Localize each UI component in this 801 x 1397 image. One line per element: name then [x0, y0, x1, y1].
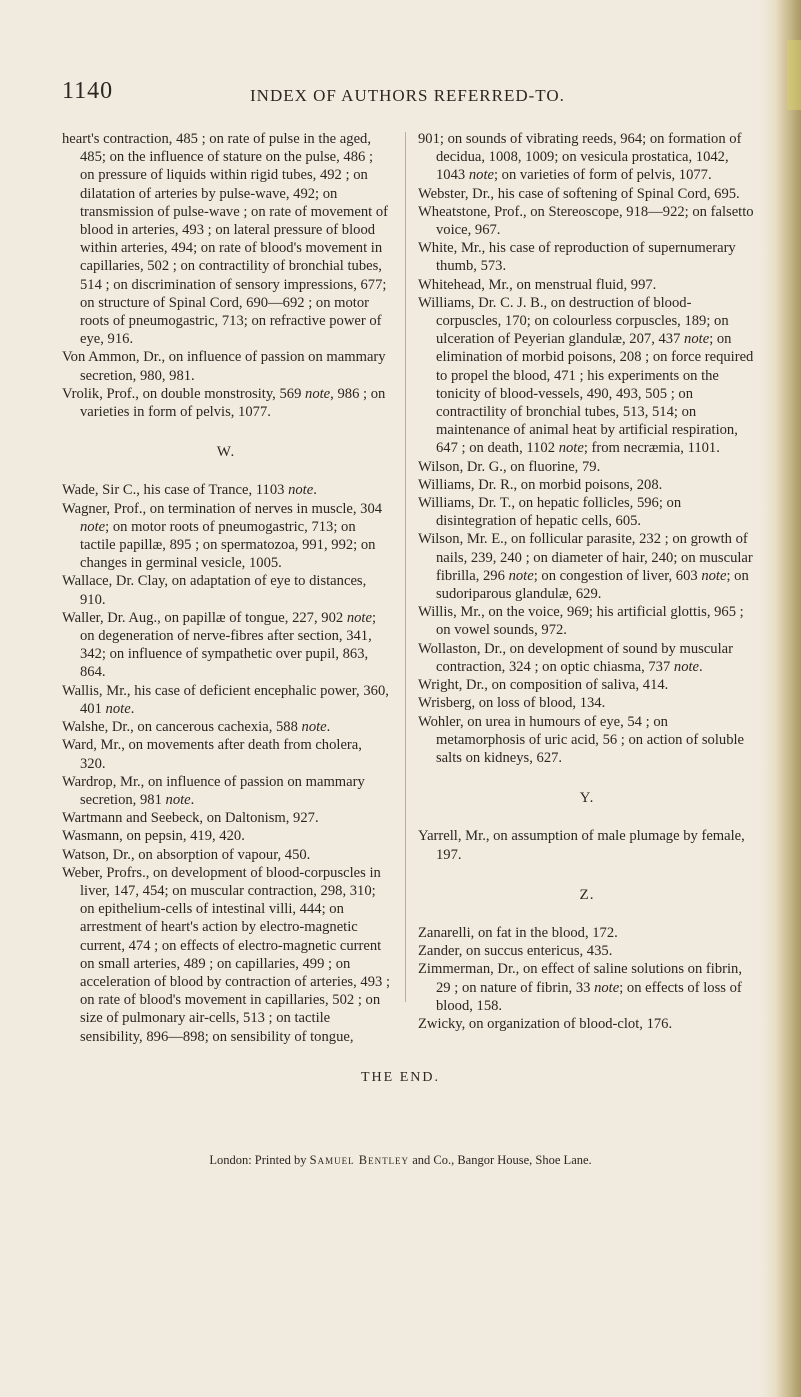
page-number: 1140	[62, 78, 114, 104]
index-entry: Vrolik, Prof., on double monstrosity, 569 note, 986 ; on varieties in form of pelvis, 1077.	[62, 385, 386, 421]
note-marker: note	[558, 440, 584, 457]
index-entry: Zwicky, on organization of blood-clot, 176.	[418, 1015, 673, 1032]
note-marker: note	[508, 567, 534, 584]
index-entry: Zimmerman, Dr., on effect of saline solutions on fibrin, 29 ; on nature of fibrin, 33 note; on effects of loss of blood, 158.	[418, 961, 742, 1014]
index-entry: Webster, Dr., his case of softening of Spinal Cord, 695.	[418, 185, 740, 202]
index-entry: heart's contraction, 485 ; on rate of pulse in the aged, 485; on the influence of stature on the pulse, 486 ; on pressure of liquids within rigid tubes, 492 ; on dilatation of arteries by pulse-wave, 492; on transmission of pulse-wave ; on rate of movement of blood in arteries, 493 ; on lateral pressure of blood within arteries, 494; on rate of blood's movement in capillaries, 502 ; on contractility of bronchial tubes, 514 ; on discrimination of sensory impressions, 677; on structure of Spinal Cord, 690—692 ; on motor roots of pneumogastric, 713; on refractive power of eye, 916.	[62, 131, 389, 348]
index-entry: Ward, Mr., on movements after death from cholera, 320.	[62, 737, 362, 772]
index-entry: Yarrell, Mr., on assumption of male plumage by female, 197.	[418, 828, 745, 863]
note-marker: note	[701, 567, 727, 584]
page-header	[62, 78, 762, 118]
page-edge	[761, 0, 801, 1397]
index-entry: Whitehead, Mr., on menstrual fluid, 997.	[418, 276, 657, 293]
right-column	[418, 130, 756, 1033]
imprint-prefix: London: Printed by	[209, 1153, 310, 1167]
note-marker: note	[468, 167, 494, 184]
index-entry: Williams, Dr. C. J. B., on destruction of blood-corpuscles, 170; on colourless corpuscles, 189; on ulceration of Peyerian glandulæ, 207, 437 note; on elimination of morbid poisons, 208 ; on force required to propel the blood, 471 ; his experiments on the tonicity of blood-vessels, 490, 493, 505 ; on contractility of bronchial tubes, 513, 514; on maintenance of animal heat by artificial respiration, 647 ; on death, 1102 note; from necræmia, 1101.	[418, 294, 754, 457]
note-marker: note	[80, 518, 106, 535]
note-marker: note	[288, 482, 314, 499]
index-entry: Wade, Sir C., his case of Trance, 1103 note.	[62, 482, 317, 499]
section-letter: Z.	[579, 886, 595, 903]
index-entry: Wallace, Dr. Clay, on adaptation of eye to distances, 910.	[62, 573, 367, 608]
index-entry: Wright, Dr., on composition of saliva, 414.	[418, 677, 669, 694]
note-marker: note	[301, 719, 327, 736]
index-entry: Wasmann, on pepsin, 419, 420.	[62, 828, 245, 845]
index-entry: 901; on sounds of vibrating reeds, 964; on formation of decidua, 1008, 1009; on vesicula prostatica, 1042, 1043 note; on varieties of form of pelvis, 1077.	[418, 131, 742, 184]
index-entry: Wrisberg, on loss of blood, 134.	[418, 695, 606, 712]
index-entry: Zanarelli, on fat in the blood, 172.	[418, 924, 618, 941]
imprint	[0, 1153, 801, 1168]
note-marker: note	[673, 658, 700, 675]
imprint-suffix: and Co., Bangor House, Shoe Lane.	[409, 1153, 592, 1167]
index-entry: Wheatstone, Prof., on Stereoscope, 918—922; on falsetto voice, 967.	[418, 203, 754, 239]
index-entry: Wardrop, Mr., on influence of passion on mammary secretion, 981 note.	[62, 773, 365, 808]
column-divider	[405, 132, 406, 1002]
note-marker: note	[305, 385, 331, 402]
index-entry: Wagner, Prof., on termination of nerves in muscle, 304 note; on motor roots of pneumogastric, 713; on tactile papillæ, 895 ; on spermatozoa, 991, 992; on changes in germinal vesicle, 1005.	[62, 500, 383, 572]
index-entry: Waller, Dr. Aug., on papillæ of tongue, 227, 902 note; on degeneration of nerve-fibres after section, 341, 342; on influence of sympathetic over pupil, 863, 864.	[62, 609, 377, 681]
page-tab	[787, 40, 801, 110]
running-head: INDEX OF AUTHORS REFERRED-TO.	[250, 86, 565, 105]
note-marker: note	[684, 331, 710, 348]
index-entry: Walshe, Dr., on cancerous cachexia, 588 note.	[62, 719, 331, 736]
note-marker: note	[346, 609, 372, 626]
the-end: THE END.	[361, 1070, 440, 1085]
note-marker: note	[594, 979, 620, 996]
index-entry: Wilson, Dr. G., on fluorine, 79.	[418, 458, 601, 475]
imprint-printer: Samuel Bentley	[309, 1153, 410, 1167]
index-entry: Zander, on succus entericus, 435.	[418, 943, 613, 960]
index-entry: Williams, Dr. R., on morbid poisons, 208.	[418, 476, 663, 493]
index-entry: Weber, Profrs., on development of blood-corpuscles in liver, 147, 454; on muscular contraction, 298, 310; on epithelium-cells of intestinal villi, 444; on arrestment of heart's action by electro-magnetic current, 474 ; on effects of electro-magnetic current on small arteries, 489 ; on capillaries, 499 ; on acceleration of blood by contraction of arteries, 493 ; on rate of blood's movement in capillaries, 502 ; on size of pulmonary air-cells, 513 ; on tactile sensibility, 896—898; on sensibility of tongue,	[62, 864, 390, 1045]
note-marker: note	[105, 700, 131, 717]
section-letter: Y.	[579, 790, 595, 807]
section-letter: W.	[216, 444, 236, 461]
index-entry: White, Mr., his case of reproduction of supernumerary thumb, 573.	[418, 240, 736, 275]
index-entry: Willis, Mr., on the voice, 969; his artificial glottis, 965 ; on vowel sounds, 972.	[418, 604, 744, 639]
index-entry: Wallis, Mr., his case of deficient encephalic power, 360, 401 note.	[62, 682, 389, 717]
index-entry: Watson, Dr., on absorption of vapour, 450.	[62, 846, 311, 863]
index-entry: Williams, Dr. T., on hepatic follicles, 596; on disintegration of hepatic cells, 605.	[418, 495, 682, 530]
index-entry: Wollaston, Dr., on development of sound by muscular contraction, 324 ; on optic chiasma, 737 note.	[418, 640, 733, 675]
left-column	[62, 130, 390, 1046]
note-marker: note	[165, 791, 191, 808]
index-entry: Von Ammon, Dr., on influence of passion on mammary secretion, 980, 981.	[62, 349, 386, 384]
index-entry: Wartmann and Seebeck, on Daltonism, 927.	[62, 810, 319, 827]
index-entry: Wohler, on urea in humours of eye, 54 ; on metamorphosis of uric acid, 56 ; on action of soluble salts on kidneys, 627.	[418, 713, 745, 766]
index-entry: Wilson, Mr. E., on follicular parasite, 232 ; on growth of nails, 239, 240 ; on diameter of hair, 240; on muscular fibrilla, 296 note; on congestion of liver, 603 note; on sudoriparous glandulæ, 629.	[418, 531, 753, 603]
